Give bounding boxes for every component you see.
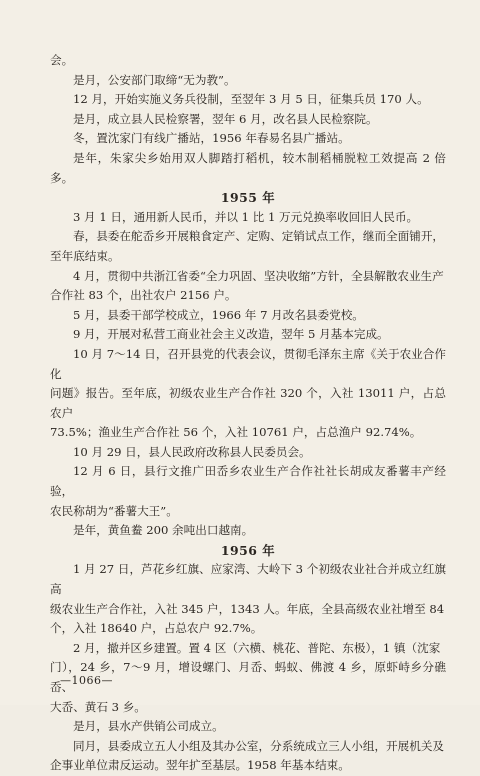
text-line: 大岙、黄石 3 乡。 bbox=[50, 699, 146, 714]
text-line: 至年底结束。 bbox=[50, 248, 120, 263]
body-text bbox=[50, 51, 446, 776]
text-line: 9 月，开展对私营工商业社会主义改造，翌年 5 月基本完成。 bbox=[73, 327, 389, 342]
text-line: 2 月，撤并区乡建置。置 4 区（六横、桃花、普陀、东极），1 镇（沈家 bbox=[73, 640, 441, 655]
page-number: —1066— bbox=[60, 674, 113, 687]
text-line: 级农业生产合作社，入社 345 户，1343 人。年底，全县高级农业社增至 84 bbox=[50, 601, 445, 616]
text-line: 5 月，县委干部学校成立，1966 年 7 月改名县委党校。 bbox=[73, 307, 364, 322]
text-line: 会。 bbox=[50, 53, 74, 67]
text-line: 是月，公安部门取缔“无为教”。 bbox=[73, 72, 236, 87]
text-line: 门），24 乡，7～9 月，增设螺门、月岙、蚂蚁、佛渡 4 乡，原虾峙乡分礁岙、 bbox=[50, 660, 446, 694]
text-line: 冬，置沈家门有线广播站，1956 年春易名县广播站。 bbox=[73, 131, 350, 146]
year-heading: 1955 年 bbox=[220, 190, 276, 206]
year-heading: 1956 年 bbox=[220, 542, 276, 558]
text-line: 12 月，开始实施义务兵役制，至翌年 3 月 5 日，征集兵员 170 人。 bbox=[73, 92, 429, 107]
text-line: 春，县委在舵岙乡开展粮食定产、定购、定销试点工作，继而全面铺开， bbox=[73, 229, 445, 244]
text-line: 是月，县水产供销公司成立。 bbox=[73, 719, 224, 734]
text-line: 是月，成立县人民检察署，翌年 6 月，改名县人民检察院。 bbox=[73, 111, 378, 126]
text-line: 个，入社 18640 户，占总农户 92.7%。 bbox=[50, 621, 263, 636]
text-line: 农民称胡为“番薯大王”。 bbox=[50, 503, 178, 518]
text-line: 12 月 6 日，县行文推广田岙乡农业生产合作社社长胡成友番薯丰产经验， bbox=[50, 464, 446, 499]
text-line: 10 月 7～14 日，召开县党的代表会议，贯彻毛泽东主席《关于农业合作化 bbox=[50, 346, 446, 381]
text-line: 73.5%；渔业生产合作社 56 个，入社 10761 户，占总渔户 92.74%。 bbox=[50, 425, 422, 440]
text-line: 1 月 27 日，芦花乡红旗、应家湾、大岭下 3 个初级农业社合并成立红旗高 bbox=[50, 562, 446, 597]
text-line: 3 月 1 日，通用新人民币，并以 1 比 1 万元兑换率收回旧人民币。 bbox=[73, 209, 419, 224]
text-line: 同月，县委成立五人小组及其办公室，分系统成立三人小组，开展机关及 bbox=[73, 738, 445, 753]
text-line: 4 月，贯彻中共浙江省委“全力巩固、坚决收缩”方针，全县解散农业生产 bbox=[73, 268, 444, 283]
text-line: 企事业单位肃反运动。翌年扩至基层。1958 年基本结束。 bbox=[50, 758, 350, 773]
text-line: 合作社 83 个，出社农户 2156 户。 bbox=[50, 288, 237, 303]
text-line: 是年，朱家尖乡始用双人脚踏打稻机，较木制稻桶脱粒工效提高 2 倍多。 bbox=[50, 150, 446, 185]
text-line: 是年，黄鱼鲞 200 余吨出口越南。 bbox=[73, 523, 254, 538]
text-line: 问题》报告。至年底，初级农业生产合作社 320 个，入社 13011 户，占总农户 bbox=[50, 386, 446, 420]
text-line: 10 月 29 日，县人民政府改称县人民委员会。 bbox=[73, 444, 311, 459]
